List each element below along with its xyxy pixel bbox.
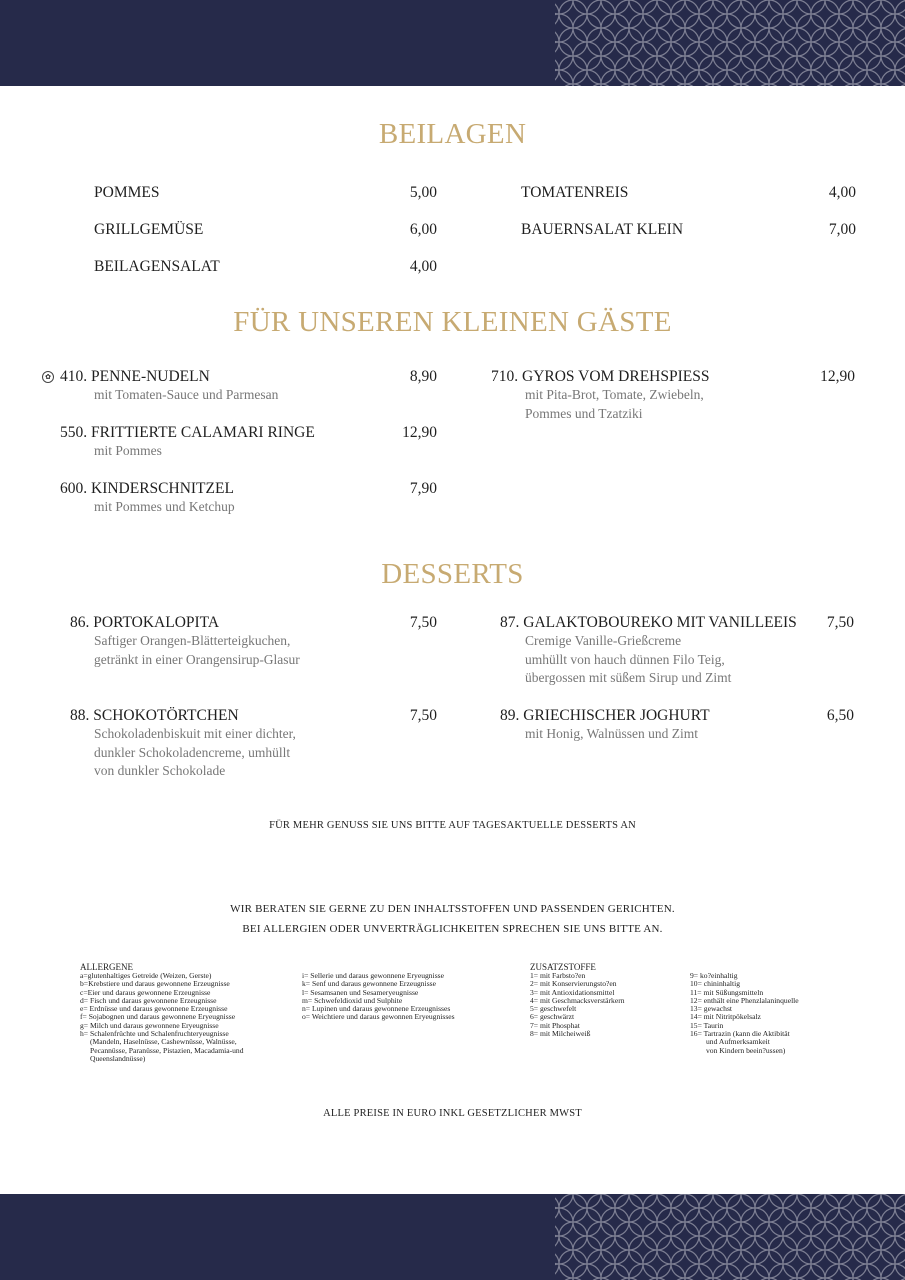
- allergen-entry: a=glutenhaltiges Getreide (Weizen, Gerste): [80, 971, 212, 980]
- item-description: mit Tomaten-Sauce und Parmesan: [94, 387, 279, 402]
- item-description: Saftiger Orangen-Blätterteigkuchen,: [94, 633, 291, 648]
- additive-entry: 7= mit Phosphat: [530, 1020, 580, 1030]
- menu-item: [60, 480, 235, 517]
- allergen-entry: i= Sellerie und daraus gewonnene Eryeugnisse: [302, 971, 444, 980]
- allergen-entry: f= Sojabognen und daraus gewonnene Eryeugnisse: [80, 1012, 236, 1022]
- allergen-entry: b=Krebstiere und daraus gewonnene Erzeugnisse: [80, 979, 230, 989]
- zusatzstoffe-list: [530, 962, 625, 1038]
- allergen-entry: o= Weichtiere und daraus gewonnen Eryeugnisses: [302, 1012, 455, 1022]
- item-number: 86.: [70, 614, 90, 631]
- item-price: 5,00: [409, 184, 437, 201]
- allergen-entry: n= Lupinen und daraus gewonnene Erzeugnisses: [302, 1004, 451, 1014]
- info-line-2: BEI ALLERGIEN ODER UNVERTRÄGLICHKEITEN SPRECHEN SIE UNS BITTE AN.: [242, 923, 663, 935]
- menu-item: [94, 221, 203, 239]
- zusatzstoffe-list-2: [690, 972, 799, 1055]
- item-description: mit Honig, Walnüssen und Zimt: [525, 726, 699, 741]
- allergen-entry: c=Eier und daraus gewonnene Erzeugnisse: [80, 987, 211, 997]
- item-price: 4,00: [409, 258, 437, 275]
- item-price: 6,00: [409, 221, 437, 238]
- item-price: 7,50: [409, 614, 437, 631]
- item-number: 88.: [70, 707, 90, 724]
- additive-entry: 16= Tartrazin (kann die Aktibität: [690, 1029, 790, 1039]
- item-number: 600.: [60, 480, 88, 497]
- allergen-entry: g= Milch und daraus gewonnene Eryeugnisse: [80, 1020, 219, 1030]
- item-name: PENNE-NUDELN: [91, 368, 210, 385]
- item-name: PORTOKALOPITA: [93, 614, 220, 631]
- item-name: FRITTIERTE CALAMARI RINGE: [91, 424, 315, 441]
- item-name: TOMATENREIS: [521, 184, 629, 201]
- menu-item: [94, 184, 159, 202]
- item-description: mit Pommes und Ketchup: [94, 499, 235, 514]
- allergene-list-2: [302, 972, 455, 1022]
- menu-item: [70, 707, 296, 781]
- item-number: 89.: [500, 707, 520, 724]
- additive-entry: 3= mit Antioxidationsmittel: [530, 987, 615, 997]
- additive-entry: 2= mit Konservierungsto?en: [530, 979, 617, 989]
- item-price: 7,90: [409, 480, 437, 497]
- item-number: 550.: [60, 424, 88, 441]
- info-line-1: WIR BERATEN SIE GERNE ZU DEN INHALTSSTOFFEN UND PASSENDEN GERICHTEN.: [230, 903, 675, 915]
- price-footnote: ALLE PREISE IN EURO INKL GESETZLICHER MWST: [323, 1108, 582, 1119]
- menu-item: [42, 368, 278, 405]
- item-name: POMMES: [94, 184, 160, 201]
- desserts-note: FÜR MEHR GENUSS SIE UNS BITTE AUF TAGESAKTUELLE DESSERTS AN: [269, 820, 636, 831]
- additive-entry: 10= chininhaltig: [690, 979, 741, 989]
- menu-item: [60, 424, 315, 461]
- additive-entry: und Aufmerksamkeit: [706, 1037, 770, 1047]
- item-description: Schokoladenbiskuit mit einer dichter,: [94, 726, 296, 741]
- allergen-entry: l= Sesamsanen und Sesameryeugnisse: [302, 987, 419, 997]
- additive-entry: 6= geschwärzt: [530, 1012, 575, 1022]
- allergene-title: ALLERGENE: [80, 962, 133, 972]
- additive-entry: 8= mit Milcheiweiß: [530, 1029, 591, 1039]
- item-description: getränkt in einer Orangensirup-Glasur: [94, 651, 300, 667]
- menu-item: [500, 614, 797, 688]
- item-price: 7,50: [409, 707, 437, 724]
- additive-entry: 11= mit Süßungsmitteln: [690, 987, 764, 997]
- menu-item: [70, 614, 300, 669]
- item-name: SCHOKOTÖRTCHEN: [93, 707, 239, 724]
- allergen-entry: k= Senf und daraus gewonnene Erzeugnisse: [302, 979, 436, 989]
- circle-pattern-decoration: [555, 1194, 905, 1280]
- additive-entry: 15= Taurin: [690, 1020, 724, 1030]
- vegetarian-icon: ✿: [42, 371, 54, 383]
- menu-item: [491, 368, 709, 423]
- allergene-list: [80, 962, 244, 1063]
- item-description: von dunkler Schokolade: [94, 763, 226, 778]
- menu-item: [521, 184, 628, 202]
- item-description: Pommes und Tzatziki: [525, 405, 643, 421]
- item-name: GALAKTOBOUREKO MIT VANILLEEIS: [523, 614, 797, 631]
- additive-entry: 4= mit Geschmacksverstärkern: [530, 995, 625, 1005]
- additive-entry: 13= gewachst: [690, 1004, 733, 1014]
- additive-entry: 12= enthält eine Phenzlalaninquelle: [690, 995, 799, 1005]
- item-description: mit Pommes: [94, 443, 162, 458]
- kinder-heading: FÜR UNSEREN KLEINEN GÄSTE: [233, 306, 672, 338]
- item-number: 87.: [500, 614, 520, 631]
- additive-entry: 1= mit Farbsto?en: [530, 971, 586, 980]
- allergen-entry: Pecannüsse, Paranüsse, Pistazien, Macadamia-und: [90, 1045, 244, 1055]
- item-price: 7,50: [826, 614, 854, 631]
- item-price: 6,50: [826, 707, 854, 724]
- allergen-entry: m= Schwefeldioxid und Sulphite: [302, 995, 403, 1005]
- menu-item: [500, 707, 710, 744]
- item-name: BEILAGENSALAT: [94, 258, 220, 275]
- menu-item: [94, 258, 220, 276]
- menu-item: [521, 221, 683, 239]
- item-price: 12,90: [402, 424, 437, 441]
- item-number: 410.: [60, 368, 88, 385]
- item-name: GRILLGEMÜSE: [94, 221, 204, 238]
- item-name: BAUERNSALAT KLEIN: [521, 221, 684, 238]
- allergen-entry: (Mandeln, Haselnüsse, Cashewnüsse, Walnüsse,: [90, 1037, 237, 1047]
- item-description: dunkler Schokoladencreme, umhüllt: [94, 744, 291, 760]
- item-number: 710.: [491, 368, 519, 385]
- bottom-decorative-band: [0, 1194, 905, 1280]
- item-description: Cremige Vanille-Grießcreme: [525, 633, 682, 648]
- allergen-entry: d= Fisch und daraus gewonnene Erzeugnisse: [80, 995, 217, 1005]
- item-price: 8,90: [409, 368, 437, 385]
- additive-entry: von Kindern beein?ussen): [706, 1045, 786, 1055]
- item-price: 7,00: [828, 221, 856, 238]
- item-name: GYROS VOM DREHSPIESS: [522, 368, 710, 385]
- additive-entry: 5= geschwefelt: [530, 1004, 577, 1014]
- zusatzstoffe-title: ZUSATZSTOFFE: [530, 962, 596, 972]
- item-name: GRIECHISCHER JOGHURT: [523, 707, 710, 724]
- allergen-entry: h= Schalenfrüchte und Schalenfruchteryeugnisse: [80, 1029, 229, 1039]
- allergen-entry: Queenslandnüsse): [90, 1053, 146, 1063]
- allergen-entry: e= Erdnüsse und daraus gewonnene Erzeugnisse: [80, 1004, 228, 1014]
- beilagen-heading: BEILAGEN: [378, 118, 527, 150]
- additive-entry: 9= ko?einhaltig: [690, 971, 738, 980]
- item-name: KINDERSCHNITZEL: [91, 480, 234, 497]
- item-description: übergossen mit süßem Sirup und Zimt: [525, 670, 732, 685]
- item-price: 12,90: [820, 368, 855, 385]
- item-description: umhüllt von hauch dünnen Filo Teig,: [525, 651, 725, 667]
- additive-entry: 14= mit Nitritpökelsalz: [690, 1012, 761, 1022]
- item-description: mit Pita-Brot, Tomate, Zwiebeln,: [525, 387, 704, 402]
- circle-pattern-decoration: [555, 0, 905, 86]
- desserts-heading: DESSERTS: [381, 558, 524, 590]
- item-price: 4,00: [828, 184, 856, 201]
- top-decorative-band: [0, 0, 905, 86]
